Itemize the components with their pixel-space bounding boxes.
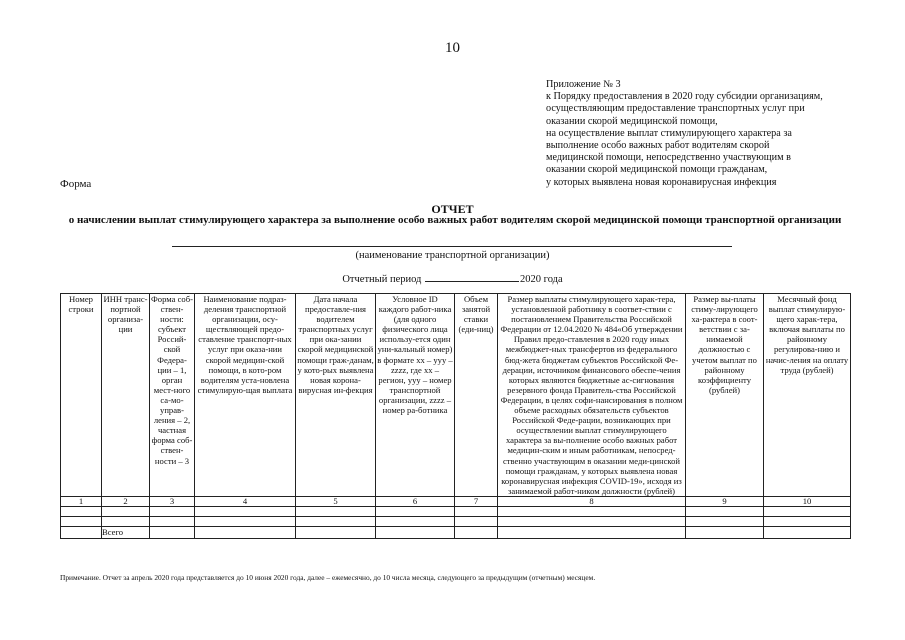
table-cell	[764, 516, 851, 526]
empty-data-row	[61, 506, 851, 516]
column-number: 5	[296, 496, 376, 506]
column-number: 1	[61, 496, 102, 506]
column-header: ИНН транс-портной организа-ции	[102, 294, 150, 497]
column-header: Размер вы-платы стиму-лирующего ха-рактера в соот-ветствии с за-нимаемой должностью с учетом выплат по районному коэффициенту (рублей)	[686, 294, 764, 497]
table-cell	[498, 526, 686, 538]
table-cell	[150, 506, 195, 516]
column-number: 9	[686, 496, 764, 506]
table-cell	[61, 526, 102, 538]
reporting-period	[0, 272, 905, 285]
table-cell	[376, 506, 455, 516]
table-cell	[195, 516, 296, 526]
column-header: Месячный фонд выплат стимулирую-щего харак-тера, включая выплаты по районному регулирова-нию и начис-ления на оплату труда (рублей)	[764, 294, 851, 497]
column-header: Размер выплаты стимулирующего харак-тера, установленной работнику в соответ-ствии с постановлением Правительства Российской Федерации от 12.04.2020 № 484«Об утверждении Правил предо-ставления в 2020 году иных межбюджет-ных трансфертов из федерального бюд-жета бюджетам субъектов Российской Фе-дерации, источником финансового обеспе-чения которых являются бюджетные ас-сигнования резервного фонда Правитель-ства Российской Федерации, в целях софи-нансирования в полном объеме расходных обязательств субъектов Российской Феде-рации, возникающих при осуществлении выплат стимулирующего характера за вы-полнение особо важных работ медицин-ским и иным работникам, непосред-ственно участвующим в оказании меди-цинской помощи гражданам, у которых выявлена новая коронавирусная инфекция COVID-19», исходя из занимаемой работ-ником должности (рублей)	[498, 294, 686, 497]
table-cell	[455, 516, 498, 526]
table-cell	[686, 526, 764, 538]
column-number: 6	[376, 496, 455, 506]
appendix-line: Приложение № 3	[546, 79, 621, 90]
appendix-line: к Порядку предоставления в 2020 году субсидии организациям,	[546, 91, 823, 103]
table-cell	[686, 506, 764, 516]
total-row	[61, 526, 851, 538]
organization-name-line	[172, 246, 732, 247]
period-year: 2020 года	[520, 274, 563, 285]
column-number: 8	[498, 496, 686, 506]
column-header: Форма соб-ствен-ности: субъект Россий-ской Федера-ции – 1, орган мест-ного са-мо-управ-ления – 2, частная форма соб-ствен-ности – 3	[150, 294, 195, 497]
period-blank	[425, 272, 519, 282]
table-cell	[150, 526, 195, 538]
table-cell	[296, 526, 376, 538]
appendix-line: медицинской помощи, непосредственно участвующим в	[546, 152, 791, 164]
table-cell	[498, 516, 686, 526]
column-header: Дата начала предоставле-ния водителем транспортных услуг при ока-зании скорой медицинской помощи граж-данам, у кото-рых выявлена новая корона-вирусная ин-фекция	[296, 294, 376, 497]
report-title: ОТЧЕТ	[431, 202, 474, 216]
table-cell	[376, 526, 455, 538]
appendix-line: на осуществление выплат стимулирующего характера за	[546, 127, 792, 139]
column-header: Условное ID каждого работ-ника (для одного физического лица использу-ется один уни-кальный номер) в формате хх – ууу – zzzz, где хх – регион, ууу – номер транспортной организации, zzzz –номер ра-ботника	[376, 294, 455, 497]
column-number: 2	[102, 496, 150, 506]
table-cell	[195, 506, 296, 516]
table-cell	[102, 516, 150, 526]
appendix-block	[546, 79, 886, 189]
table-cell	[498, 506, 686, 516]
empty-data-row	[61, 516, 851, 526]
table-cell	[376, 516, 455, 526]
footnote: Примечание. Отчет за апрель 2020 года представляется до 10 июня 2020 года, далее – ежемесячно, до 10 числа месяца, следующего за предыдущим (отчетным) месяцем.	[60, 573, 596, 582]
report-subtitle: о начислении выплат стимулирующего характера за выполнение особо важных работ водителям скорой медицинской помощи транспортной организации	[68, 214, 842, 226]
table-cell	[150, 516, 195, 526]
table-cell	[61, 516, 102, 526]
table-cell	[61, 506, 102, 516]
column-number: 3	[150, 496, 195, 506]
page-number: 10	[445, 40, 460, 56]
table-cell	[455, 526, 498, 538]
form-label: Форма	[60, 178, 92, 190]
column-number: 7	[455, 496, 498, 506]
table-cell	[195, 526, 296, 538]
column-header: Наименование подраз-деления транспортной организации, осу-ществляющей предо-ставление транспорт-ных услуг при оказа-нии скорой медицин-ской помощи, в кото-ром водителям уста-новлена стимулирую-щая выплата	[195, 294, 296, 497]
table-cell	[686, 516, 764, 526]
table-cell	[455, 506, 498, 516]
column-header: Номер строки	[61, 294, 102, 497]
total-label: Всего	[102, 526, 150, 538]
period-label: Отчетный период	[342, 274, 422, 285]
table-cell	[296, 516, 376, 526]
organization-caption: (наименование транспортной организации)	[355, 250, 550, 261]
column-number: 4	[195, 496, 296, 506]
table-cell	[296, 506, 376, 516]
appendix-line: у которых выявлена новая коронавирусная инфекция	[546, 176, 777, 188]
header-row	[61, 294, 851, 497]
column-number-row	[61, 496, 851, 506]
table-cell	[764, 526, 851, 538]
table-cell	[102, 506, 150, 516]
column-number: 10	[764, 496, 851, 506]
appendix-line: оказании скорой медицинской помощи гражданам,	[546, 164, 768, 176]
report-table	[60, 293, 851, 539]
table-cell	[764, 506, 851, 516]
appendix-line: оказании скорой медицинской помощи,	[546, 115, 718, 127]
column-header: Объем занятой ставки (еди-ниц)	[455, 294, 498, 497]
appendix-line: выполнение особо важных работ водителям скорой	[546, 140, 770, 152]
appendix-line: осуществляющим предоставление транспортных услуг при	[546, 103, 805, 115]
